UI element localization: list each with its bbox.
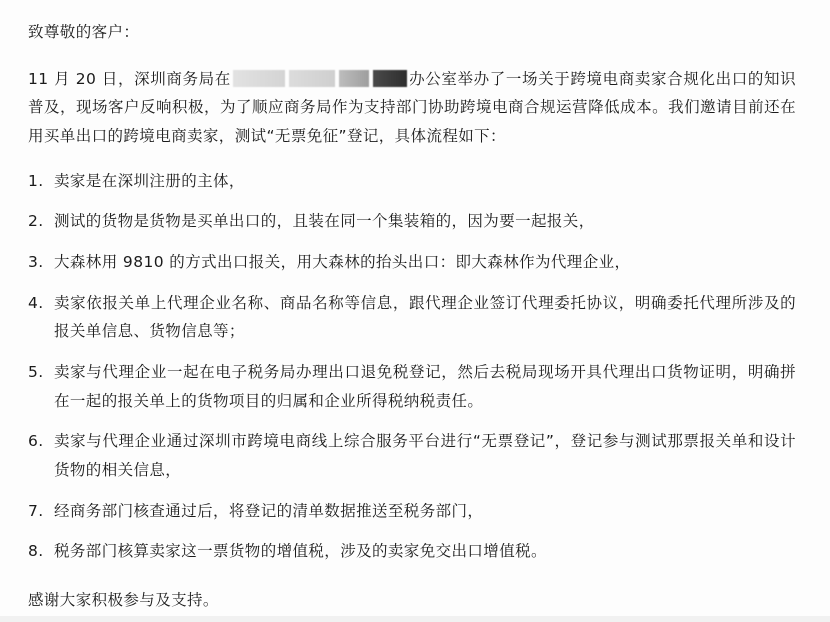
list-item-text: 卖家依报关单上代理企业名称、商品名称等信息，跟代理企业签订代理委托协议，明确委托代理所涉及的报关单信息、货物信息等； [54,293,796,341]
list-item [28,537,796,566]
list-item-number: 8. [28,542,44,561]
list-item [28,248,796,277]
list-item [28,358,796,415]
list-item-number: 1. [28,171,44,190]
list-item [28,427,796,484]
greeting-line: 致尊敬的客户： [28,23,140,41]
redaction-block-4 [373,70,407,87]
list-item-text: 测试的货物是货物是买单出口的，且装在同一个集装箱的，因为要一起报关， [54,212,595,231]
list-item [28,497,796,526]
list-item [28,167,796,196]
list-item-number: 7. [28,501,44,520]
list-item-text: 卖家是在深圳注册的主体， [54,171,245,190]
intro-paragraph [28,65,796,151]
redaction-block-2 [289,70,335,87]
list-item-number: 6. [28,432,44,451]
intro-text-after-redaction: 办公室举办了一场关于跨境电商卖家合规化出口的知识普及，现场客户反响积极，为了顺应商务局作为支持部门协助跨境电商合规运营降低成本。我们邀请目前还在用买单出口的跨境电商卖家，测试“无票免征”登记，具体流程如下： [28,69,796,146]
list-item-number: 4. [28,293,44,312]
list-item-number: 2. [28,212,44,231]
list-item-text: 经商务部门核查通过后，将登记的清单数据推送至税务部门， [54,501,484,520]
list-item-text: 大森林用 9810 的方式出口报关，用大森林的抬头出口：即大森林作为代理企业， [54,253,631,272]
list-item-text: 卖家与代理企业通过深圳市跨境电商线上综合服务平台进行“无票登记”，登记参与测试那票报关单和设计货物的相关信息， [54,432,796,480]
redaction-block-3 [339,70,369,87]
list-item [28,289,796,346]
list-item-text: 税务部门核算卖家这一票货物的增值税，涉及的卖家免交出口增值税。 [54,542,547,561]
closing-line: 感谢大家积极参与及支持。 [28,591,219,610]
redaction-block-1 [233,70,285,87]
document-body [28,18,796,615]
list-item [28,207,796,236]
list-item-text: 卖家与代理企业一起在电子税务局办理出口退免税登记，然后去税局现场开具代理出口货物证明，明确拼在一起的报关单上的货物项目的归属和企业所得税纳税责任。 [54,363,796,410]
intro-text-before-redaction: 11 月 20 日，深圳商务局在 [28,69,231,88]
list-item-number: 3. [28,253,44,272]
list-item-number: 5. [28,363,44,382]
page-bottom-edge [0,616,830,622]
